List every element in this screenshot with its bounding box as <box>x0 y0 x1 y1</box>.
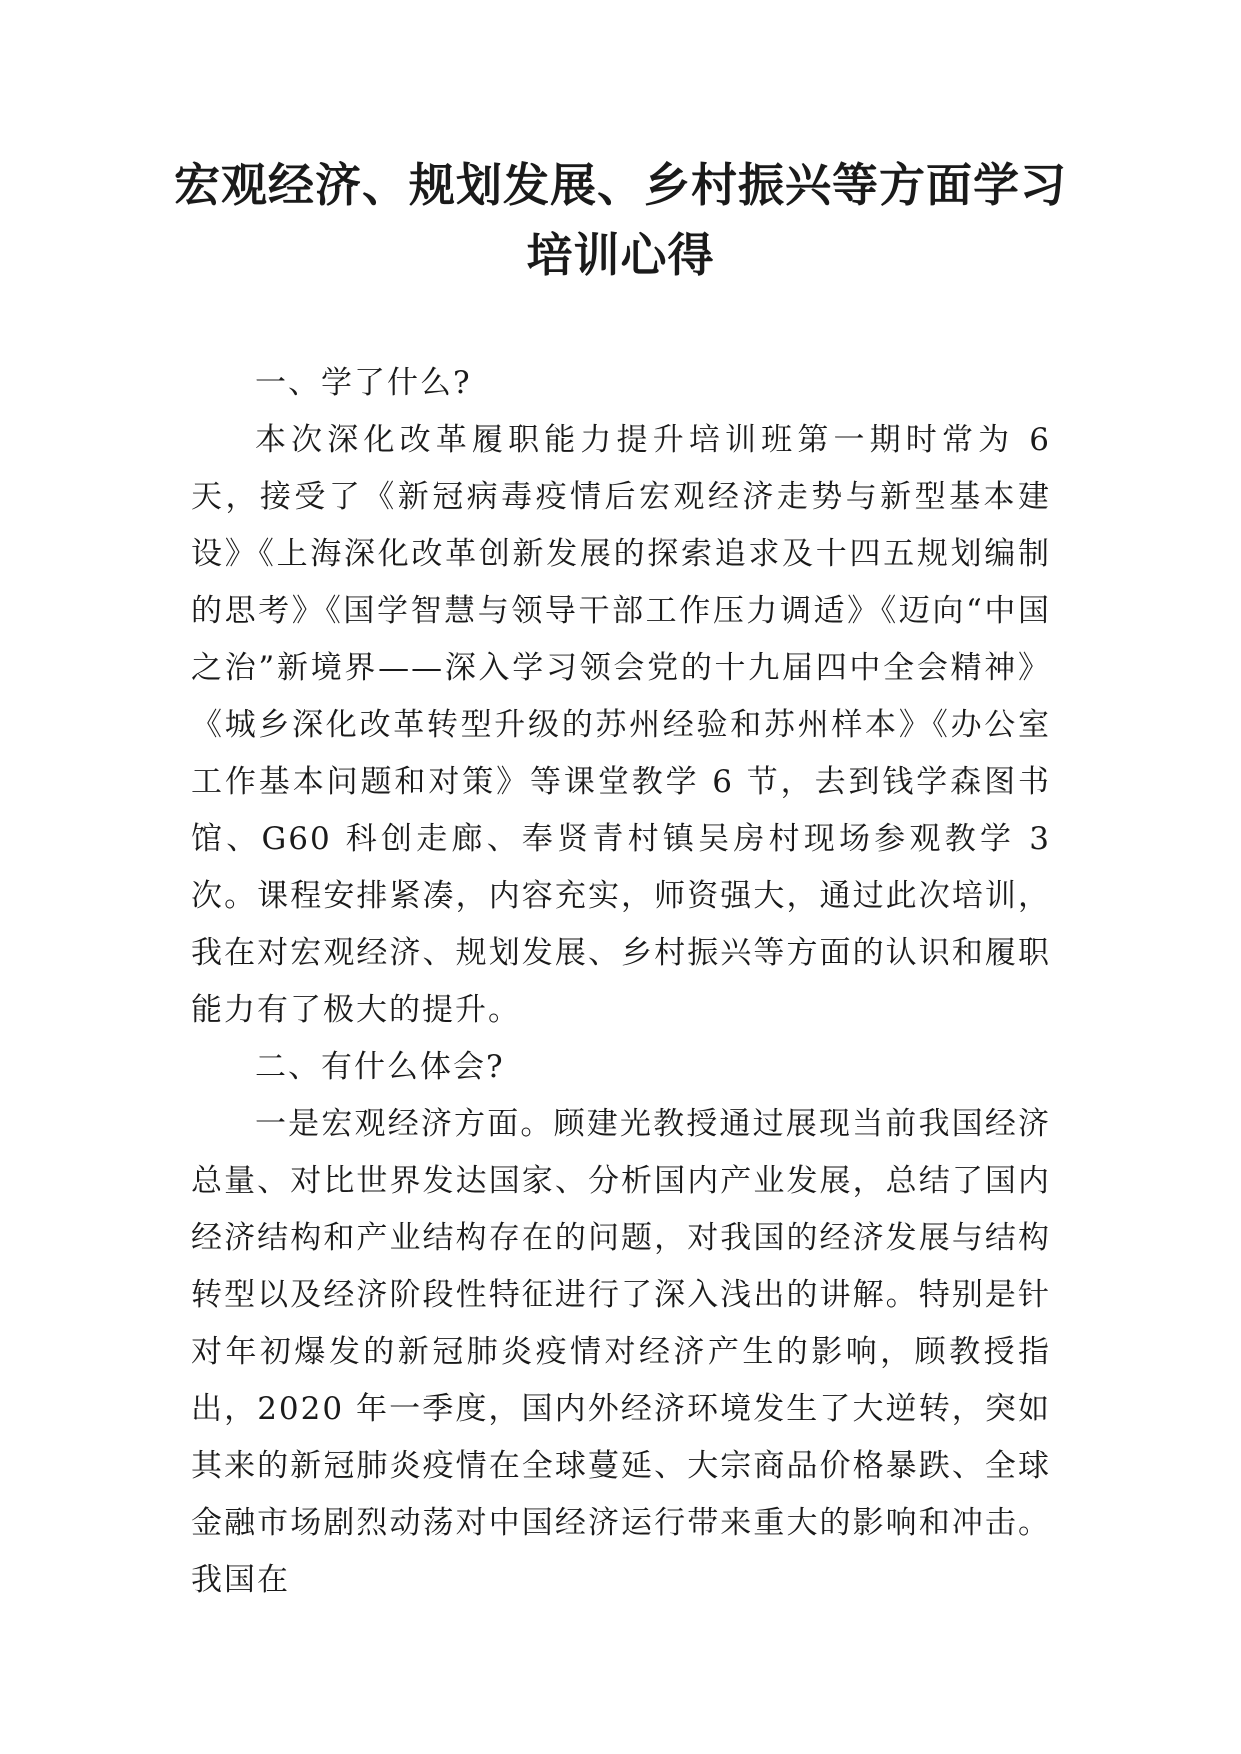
document-title-line-1: 宏观经济、规划发展、乡村振兴等方面学习 <box>174 158 1067 212</box>
paragraph-1: 本次深化改革履职能力提升培训班第一期时常为 6 天，接受了《新冠病毒疫情后宏观经济走势与新型基本建设》《上海深化改革创新发展的探索追求及十四五规划编制的思考》《国学智慧与领导干部工作压力调适》《迈向“中国之治”新境界——深入学习领会党的十九届四中全会精神》《城乡深化改革转型升级的苏州经验和苏州样本》《办公室工作基本问题和对策》等课堂教学 6 节，去到钱学森图书馆、G60 科创走廊、奉贤青村镇吴房村现场参观教学 3 次。课程安排紧凑，内容充实，师资强大，通过此次培训，我在对宏观经济、规划发展、乡村振兴等方面的认识和履职能力有了极大的提升。 <box>191 422 1051 1028</box>
document-title-line-2: 培训心得 <box>526 228 715 282</box>
paragraph-2: 一是宏观经济方面。顾建光教授通过展现当前我国经济总量、对比世界发达国家、分析国内产业发展，总结了国内经济结构和产业结构存在的问题，对我国的经济发展与结构转型以及经济阶段性特征进行了深入浅出的讲解。特别是针对年初爆发的新冠肺炎疫情对经济产生的影响，顾教授指出，2020 年一季度，国内外经济环境发生了大逆转，突如其来的新冠肺炎疫情在全球蔓延、大宗商品价格暴跌、全球金融市场剧烈动荡对中国经济运行带来重大的影响和冲击。我国在 <box>191 1106 1051 1598</box>
document-body <box>191 355 1051 1609</box>
document-title <box>150 150 1091 290</box>
section-heading-1: 一、学了什么? <box>255 365 472 401</box>
section-heading-2: 二、有什么体会? <box>255 1049 505 1085</box>
